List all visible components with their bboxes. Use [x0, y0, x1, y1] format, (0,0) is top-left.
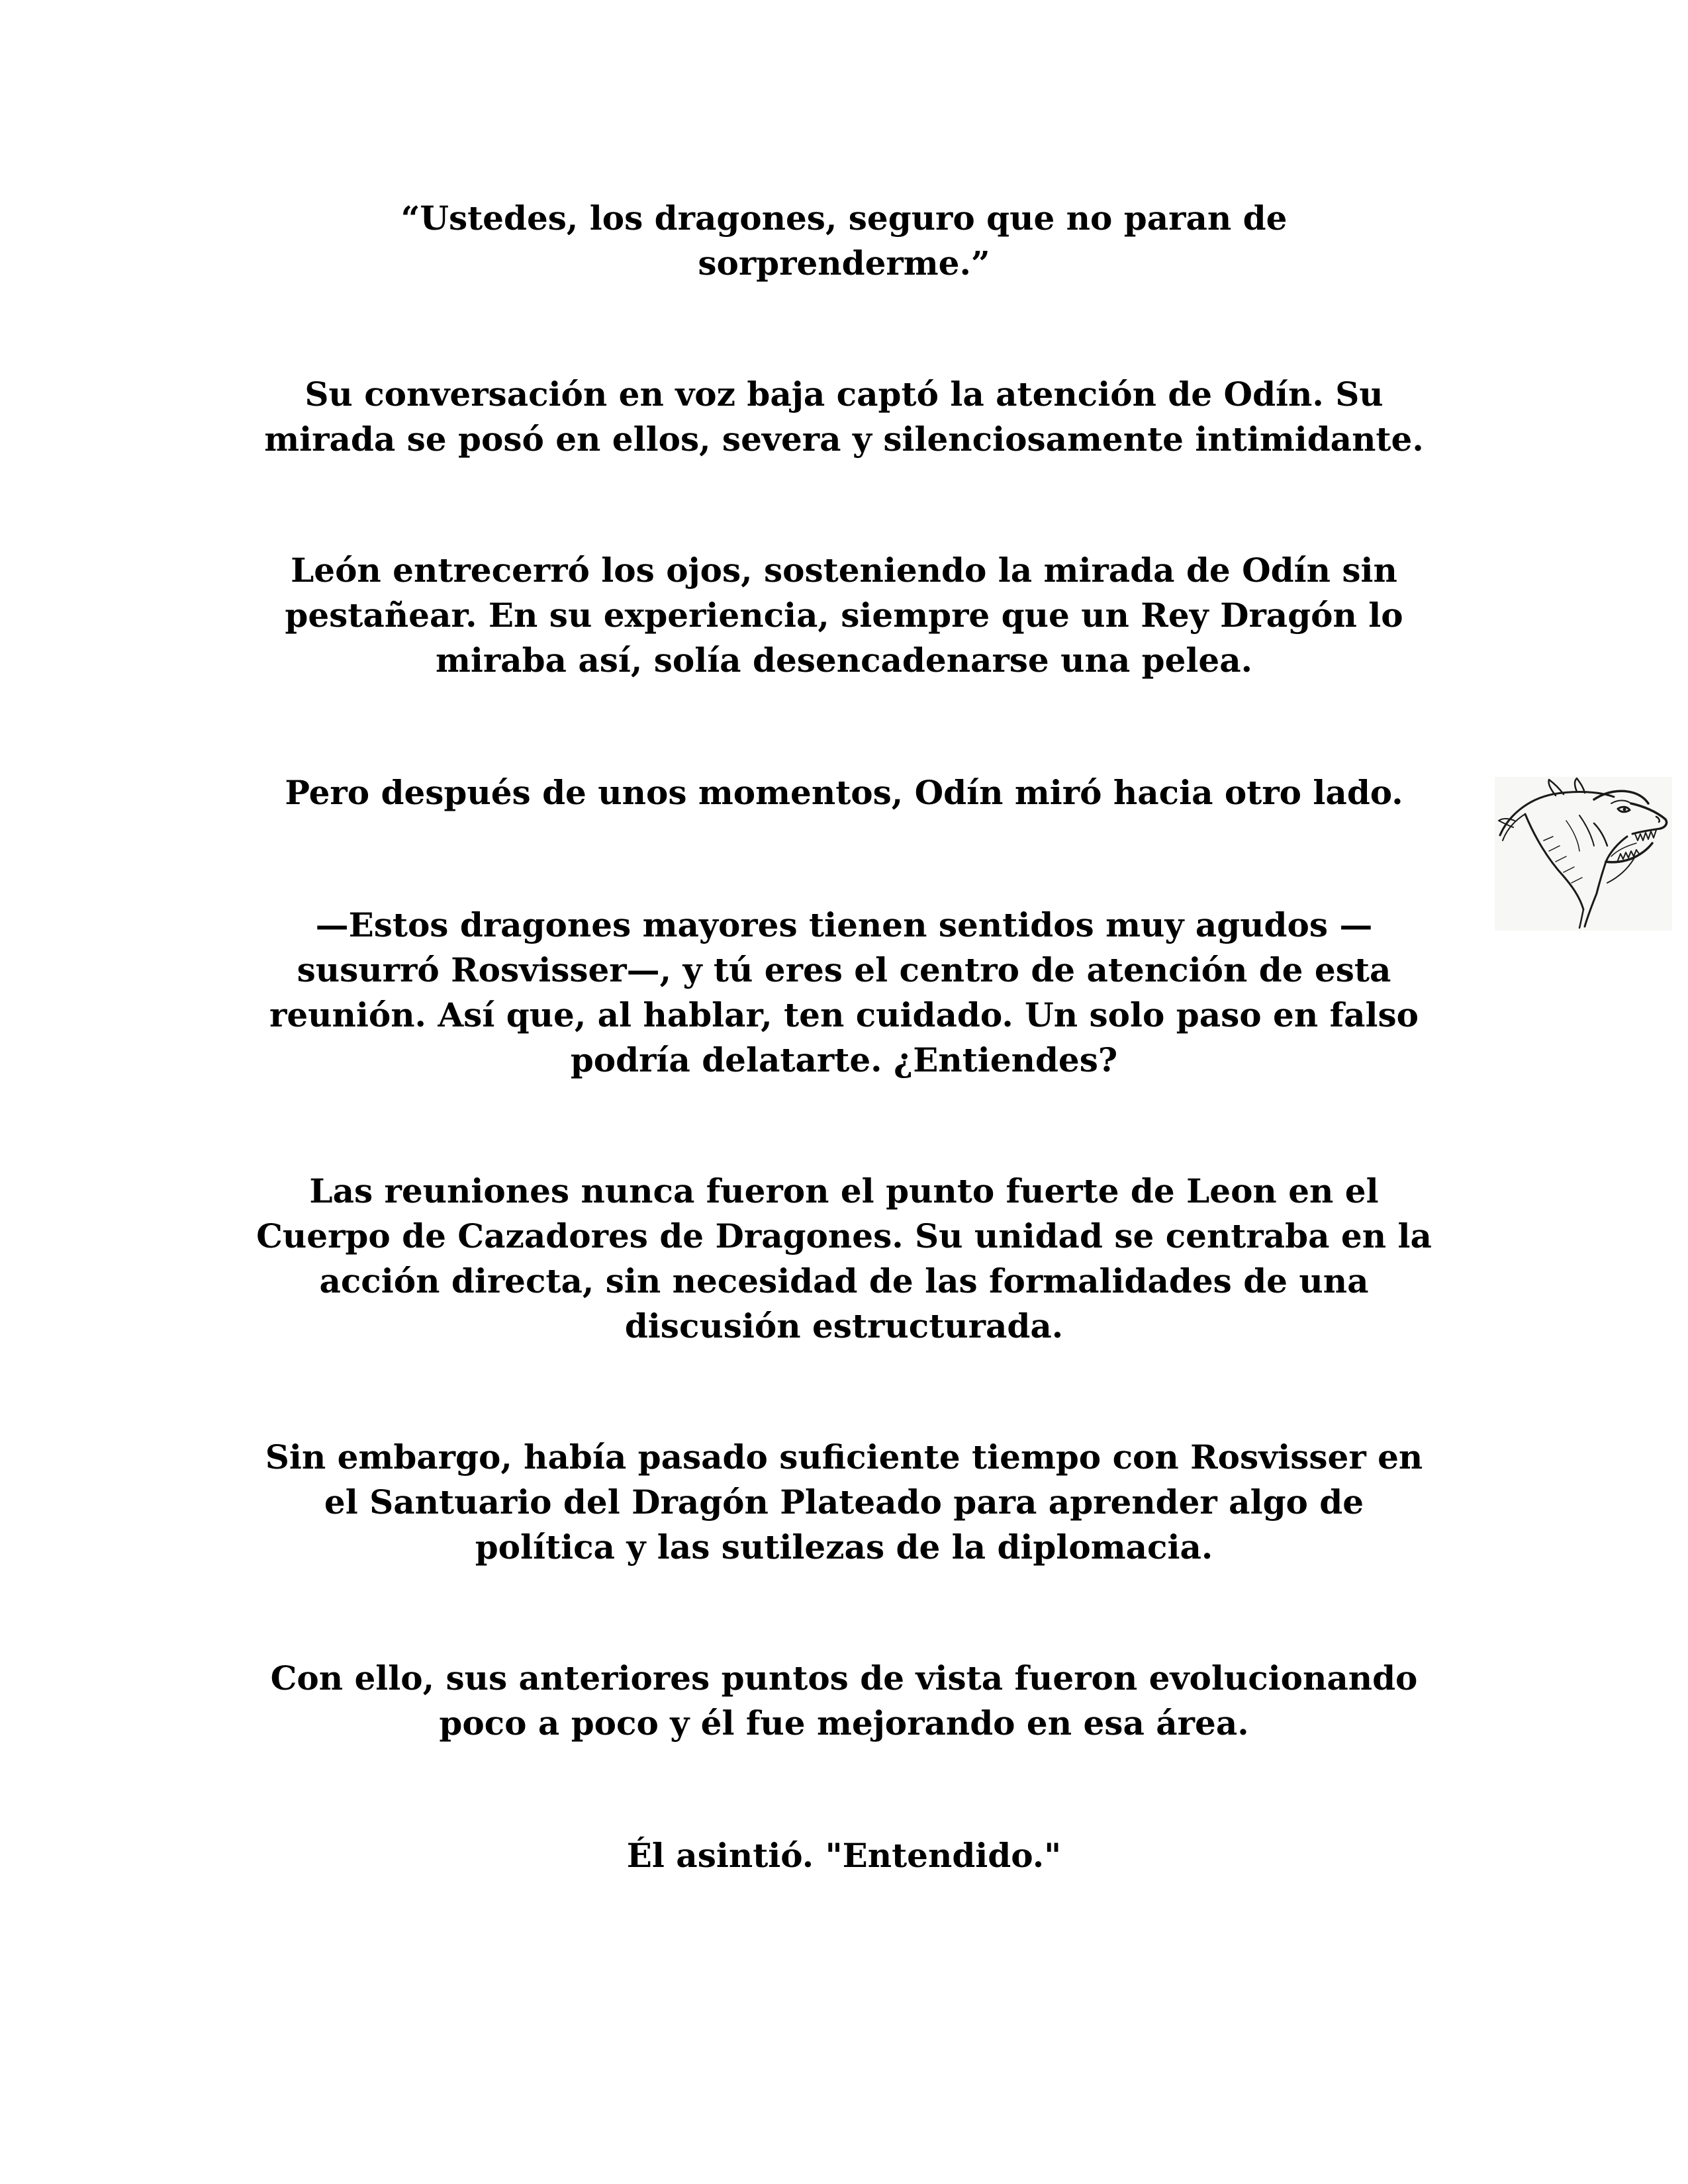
text-line: “Ustedes, los dragones, seguro que no paran de — [400, 199, 1288, 238]
paragraph — [218, 1169, 1470, 1349]
text-line: mirada se posó en ellos, severa y silenciosamente intimidante. — [264, 420, 1424, 459]
text-line: susurró Rosvisser—, y tú eres el centro de atención de esta — [297, 950, 1391, 989]
text-line: Su conversación en voz baja captó la atención de Odín. Su — [305, 375, 1383, 414]
text-line: sorprenderme.” — [698, 244, 990, 283]
text-line: León entrecerró los ojos, sosteniendo la mirada de Odín sin — [291, 551, 1397, 590]
text-line: podría delatarte. ¿Entiendes? — [570, 1040, 1118, 1079]
paragraph — [218, 1435, 1470, 1570]
text-line: discusión estructurada. — [624, 1306, 1064, 1345]
text-line: Con ello, sus anteriores puntos de vista fueron evolucionando — [270, 1659, 1418, 1698]
paragraph — [218, 196, 1470, 286]
text-line: poco a poco y él fue mejorando en esa área. — [439, 1704, 1249, 1743]
text-line: miraba así, solía desencadenarse una pelea. — [435, 641, 1253, 680]
text-line: acción directa, sin necesidad de las formalidades de una — [319, 1261, 1369, 1300]
paragraph — [218, 770, 1470, 815]
text-line: política y las sutilezas de la diplomacia. — [475, 1527, 1213, 1567]
paragraph — [218, 548, 1470, 683]
text-line: Cuerpo de Cazadores de Dragones. Su unidad se centraba en la — [256, 1216, 1432, 1255]
paragraph — [218, 903, 1470, 1083]
text-line: Las reuniones nunca fueron el punto fuerte de Leon en el — [309, 1171, 1379, 1210]
text-line: Pero después de unos momentos, Odín miró hacia otro lado. — [285, 773, 1403, 812]
paragraph — [218, 1833, 1470, 1878]
text-line: Sin embargo, había pasado suficiente tiempo con Rosvisser en — [265, 1437, 1423, 1477]
paragraph — [218, 1656, 1470, 1746]
text-line: el Santuario del Dragón Plateado para aprender algo de — [324, 1482, 1364, 1522]
dragon-head-sketch-icon — [1495, 777, 1672, 931]
text-line: pestañear. En su experiencia, siempre que un Rey Dragón lo — [285, 596, 1403, 635]
text-line: Él asintió. "Entendido." — [626, 1836, 1062, 1875]
text-line: reunión. Así que, al hablar, ten cuidado. Un solo paso en falso — [269, 995, 1419, 1034]
text-line: —Estos dragones mayores tienen sentidos muy agudos — — [315, 905, 1373, 944]
paragraph — [218, 372, 1470, 462]
